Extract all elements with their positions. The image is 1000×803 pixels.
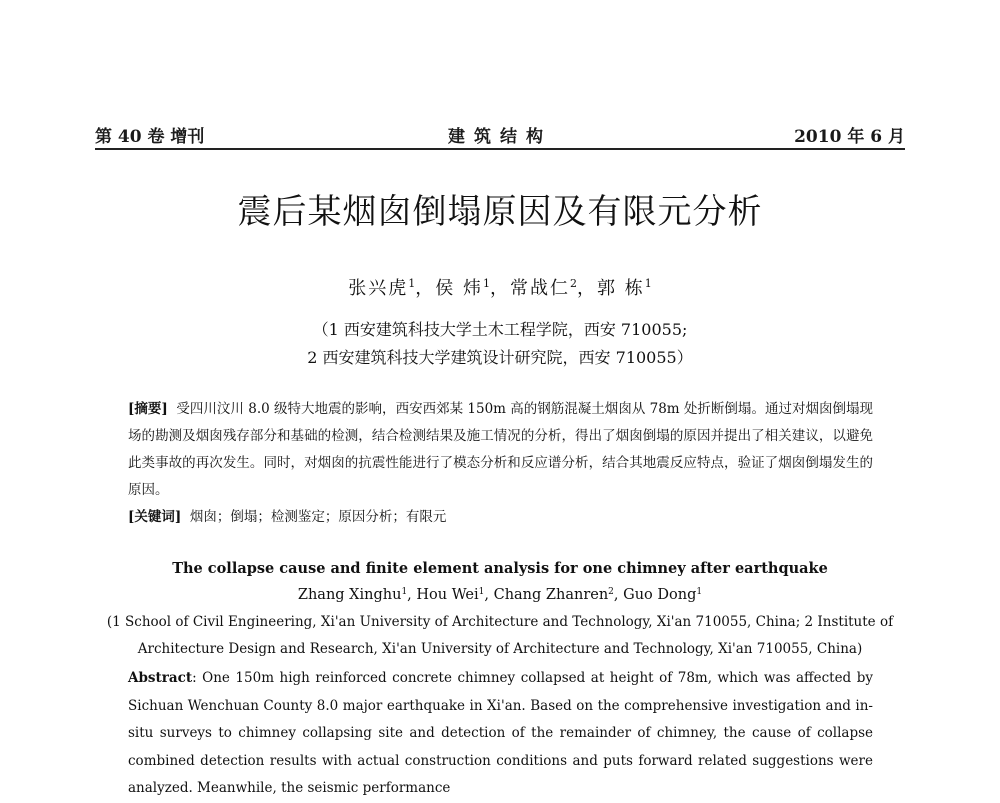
author-en-affil-mark: 2: [608, 587, 614, 597]
paper-title-en: The collapse cause and finite element analysis for one chimney after earthquake: [172, 560, 828, 577]
author-en-separator: ,: [407, 587, 417, 603]
abstract-cn-label: [摘要]: [128, 401, 168, 417]
affiliation-cn-2: 2 西安建筑科技大学建筑设计研究院，西安 710055）: [307, 348, 693, 367]
abstract-cn-text: 受四川汶川 8.0 级特大地震的影响，西安西郊某 150m 高的钢筋混凝土烟囱从 78m 处折断倒塌。通过对烟囱倒塌现场的勘测及烟囱残存部分和基础的检测，结合检测结果及施工情况的分析，得出了烟囱倒塌的原因并提出了相关建议，以避免此类事故的再次发生。同时，对烟囱的抗震性能进行了模态分析和反应谱分析，结合其地震反应特点，验证了烟囱倒塌发生的原因。: [128, 401, 873, 498]
author-en-affil-mark: 1: [478, 587, 485, 597]
author-cn-separator: ，: [415, 278, 436, 299]
keywords-cn-label: [关键词]: [128, 509, 182, 525]
paper-title-cn: 震后某烟囱倒塌原因及有限元分析: [237, 192, 763, 232]
running-header-journal: 建筑结构: [448, 127, 552, 147]
author-cn-name: 侯 炜: [435, 278, 483, 299]
author-en-affil-mark: 1: [401, 587, 408, 597]
author-cn-separator: ，: [490, 278, 510, 299]
header-rule: [95, 148, 905, 150]
affiliation-en-1: (1 School of Civil Engineering, Xi'an University of Architecture and Technology, Xi'an 710055, China; 2 Institute of: [106, 614, 894, 630]
abstract-en: [128, 665, 873, 796]
author-en-name: Guo Dong: [623, 587, 697, 603]
affiliation-en-2: Architecture Design and Research, Xi'an University of Architecture and Technology, Xi'an 710055, China): [137, 641, 863, 657]
author-list-en: [0, 587, 1000, 603]
author-en-separator: ,: [613, 587, 624, 603]
running-header-date: 2010 年 6 月: [794, 127, 905, 147]
author-cn-name: 常战仁: [510, 278, 570, 299]
keywords-cn: [128, 504, 873, 531]
author-en-name: Hou Wei: [416, 587, 479, 603]
author-en-separator: ,: [484, 587, 494, 603]
author-list-cn: [0, 274, 1000, 300]
author-cn-affil-mark: 1: [483, 277, 490, 290]
abstract-en-text: : One 150m high reinforced concrete chimney collapsed at height of 78m, which was affected by Sichuan Wenchuan County 8.0 major earthquake in Xi'an. Based on the comprehensive investigation and in-situ surveys to chimney collapsing site and detection of the remainder of chimney, the cause of collapse combined detection results with actual construction conditions and puts forward related suggestions were analyzed. Meanwhile, the seismic performance: [128, 670, 873, 796]
author-cn-affil-mark: 1: [644, 277, 652, 290]
author-en-name: Zhang Xinghu: [297, 587, 402, 603]
author-cn-affil-mark: 2: [570, 277, 577, 290]
author-cn-name: 张兴虎: [348, 278, 409, 299]
author-en-affil-mark: 1: [696, 587, 703, 597]
abstract-cn: [128, 396, 873, 504]
keywords-cn-gap: [181, 509, 190, 525]
abstract-en-label: Abstract: [128, 670, 193, 686]
author-en-name: Chang Zhanren: [493, 587, 609, 603]
running-header-volume: 第 40 卷 增刊: [95, 127, 205, 147]
author-cn-affil-mark: 1: [408, 277, 416, 290]
author-cn-name: 郭 栋: [597, 278, 645, 299]
author-cn-separator: ，: [577, 278, 597, 299]
affiliation-cn-1: （1 西安建筑科技大学土木工程学院，西安 710055;: [312, 320, 688, 339]
keywords-cn-text: 烟囱；倒塌；检测鉴定；原因分析；有限元: [189, 509, 447, 525]
